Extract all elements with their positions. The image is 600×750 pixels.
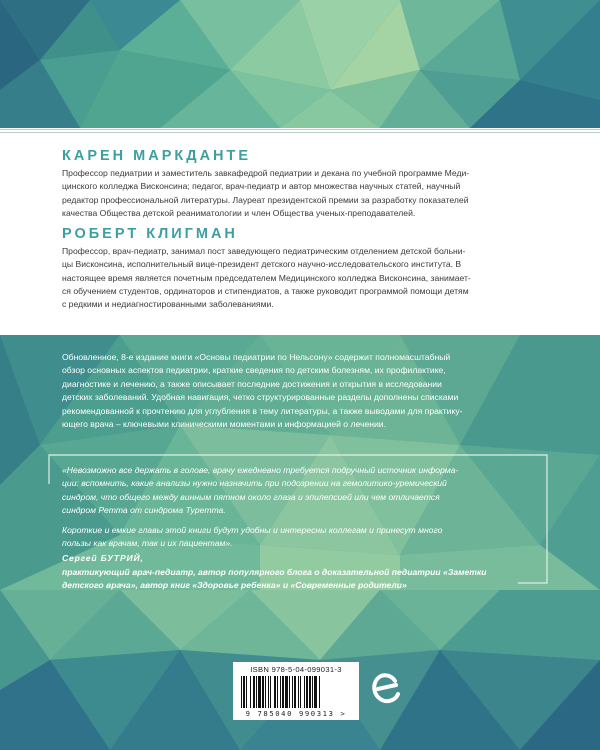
author-2-bio-line: с редкими и недиагностированными заболеваниями. [62,299,274,310]
description-line: диагностике и лечению, а также описывает последние достижения и открытия в исследовании [62,378,442,389]
quote-line: ции: вспомнить, какие анализы нужно назначить при подозрении на гемолитико-уремический [62,478,447,489]
author-2-bio-line: настоящее время является почетным председателем Медицинского колледжа Висконсина, занимает- [62,272,471,283]
top-polygon-background [0,0,600,128]
barcode-bar [265,676,266,708]
barcode-bar [241,676,242,708]
barcode-bar [256,676,257,708]
quote-author-role [62,566,538,593]
barcode-bar [282,676,284,708]
barcode-bar [312,676,313,708]
author-1-bio-line: качества Общества детской реаниматологии и член Общества ученых-преподавателей. [62,207,416,218]
barcode-block [233,662,359,720]
quote-author-role-line: детского врача», автор книг «Здоровье ребенка» и «Современные родители» [62,580,407,591]
author-1-bio-line: редактор профессиональной литературы. Лауреат президентской премии за разработку показателей [62,194,469,205]
description-line: ющего врача – ключевыми клиническими моментами и информацией о лечении. [62,419,386,430]
quote-line: синдром Ретта от синдрома Туретта. [62,504,226,515]
author-1-name: КАРЕН МАРКДАНТЕ [62,148,252,164]
author-2-bio-line: Профессор, врач-педиатр, занимал пост заведующего педиатрическим отделением детской больни- [62,246,466,256]
barcode-bar [306,676,308,708]
barcode-bar [298,676,299,708]
barcode-bar [250,676,251,708]
quote-paragraph-2 [62,524,538,551]
quote-author-role-line: практикующий врач-педиатр, автор популярного блога о доказательной педиатрии «Заметки [62,567,487,577]
author-2-name: РОБЕРТ КЛИГМАН [62,226,238,242]
book-description [62,351,540,431]
barcode-bar [289,676,290,708]
barcode-bar [270,676,271,708]
author-1-bio [62,167,538,220]
description-line: обзор основных аспектов педиатрии, краткие сведения по детским болезням, их профилактике, [62,365,446,376]
barcode-bar [246,676,247,708]
quote-author-name: Сергей БУТРИЙ, [62,553,144,563]
barcode-bar [304,676,305,708]
publisher-logo-icon [371,672,401,706]
barcode-bar [243,676,245,708]
quote-line: пользы как врачам, так и их пациентам». [62,538,233,549]
barcode-bar [285,676,288,708]
author-2-bio-line: ся обучением студентов, ординаторов и стипендиатов, а также руководит программой помощи детям [62,285,469,296]
quote-paragraph-1 [62,464,538,517]
author-1-bio-line: Профессор педиатрии и заместитель завкафедрой педиатрии и декана по учебной программе Меди- [62,168,470,178]
barcode-bar [262,676,264,708]
barcode-bar [253,676,255,708]
barcode-bar [280,676,281,708]
barcode-digits: 9 785040 990313 > [245,709,347,718]
description-line: Обновленное, 8-е издание книги «Основы педиатрии по Нельсону» содержит полномасштабный [62,352,451,362]
barcode-bar [300,676,301,708]
barcode-bar [294,676,296,708]
barcode-bar [258,676,261,708]
barcode-bar [319,676,320,708]
barcode-bar [309,676,311,708]
author-1-bio-line: цинского колледжа Висконсина; педагог, врач-педиатр и автор множества научных статей, научный [62,181,461,192]
panel-top-rule [0,129,600,130]
quote-line: «Невозможно все держать в голове, врачу ежедневно требуется подручный источник информа- [62,465,459,475]
barcode-bar [277,676,278,708]
barcode-bar [274,676,276,708]
panel-top-rule-2 [0,132,600,133]
isbn-label: ISBN 978-5-04-099031-3 [250,665,342,674]
barcode-bar [292,676,293,708]
author-2-bio [62,245,538,311]
description-line: детских заболеваний. Удобная навигация, четко структурированные разделы дополнены списками [62,392,459,403]
barcode-icon [239,676,353,708]
barcode-bar [314,676,317,708]
quote-line: синдром, что общего между винным пятном около глаза и эпилепсией или чем отличается [62,491,440,502]
author-2-bio-line: цы Висконсина, исполнительный вице-президент детского научно-исследовательского института. В [62,259,462,270]
barcode-bar [268,676,269,708]
description-line: рекомендованной к прочтению для углубления в тему литературы, а также выводами для практику- [62,405,463,416]
quote-line: Короткие и емкие главы этой книги будут удобны и интересны коллегам и принесут много [62,525,443,535]
